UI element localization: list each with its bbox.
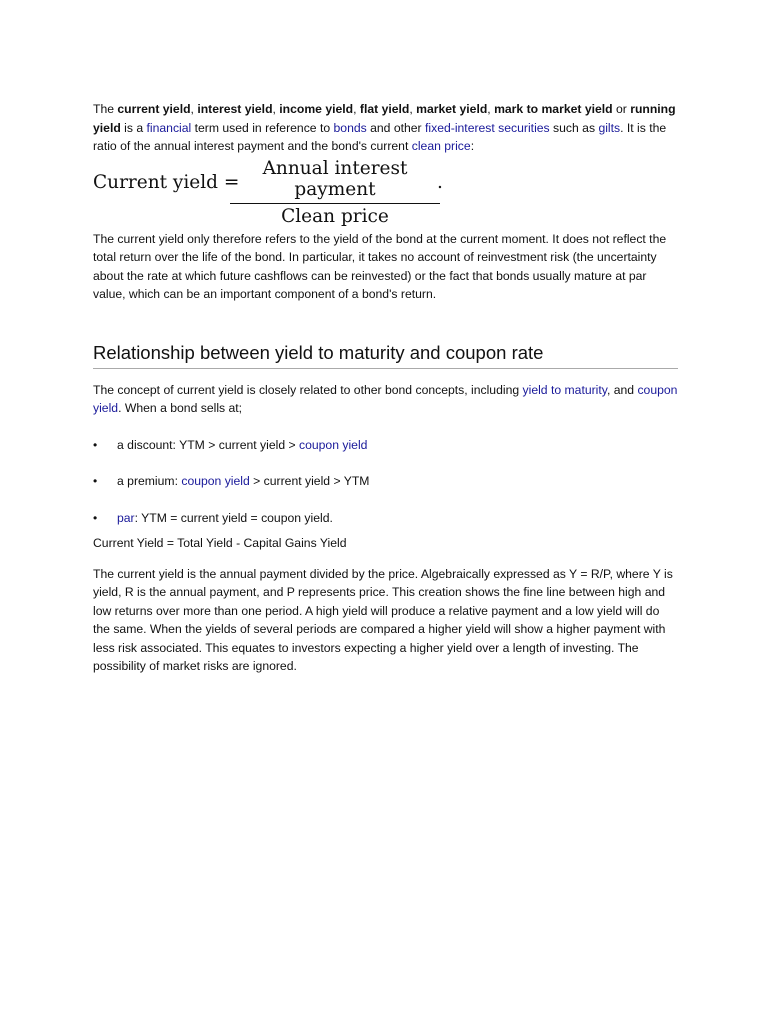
bullet-icon: • <box>93 510 98 525</box>
text: : YTM = current yield = coupon yield. <box>134 510 333 525</box>
text: is a <box>120 120 147 135</box>
capital-gains-line: Current Yield = Total Yield - Capital Gains Yield <box>93 536 347 550</box>
text: , <box>487 102 495 116</box>
bullet-icon: • <box>93 437 98 452</box>
text: term used in reference to <box>191 120 334 135</box>
algebra-paragraph: The current yield is the annual payment divided by the price. Algebraically expressed as Y = R/P, where Y is yield, R is the annual payment, and P represents price. This creation shows the fine line between high and low returns over more than one period. A high yield will produce a relative payment and a low yield will do the same. When the yields of several periods are compared a higher yield will show a higher payment with less risk associated. This equates to investors expecting a higher yield over a length of investing. The possibility of market risks are ignored. <box>93 566 673 673</box>
link-bonds[interactable]: bonds <box>333 120 367 135</box>
intro-paragraph <box>93 100 678 156</box>
term-bold: mark to market yield <box>494 102 613 116</box>
term-bold: interest yield <box>197 102 273 116</box>
text: , <box>409 102 417 116</box>
term-bold: market yield <box>416 102 488 116</box>
article-body <box>93 100 678 676</box>
current-moment-paragraph: The current yield only therefore refers to the yield of the bond at the current moment. It does not reflect the total return over the life of the bond. In particular, it takes no account of reinvestment risk (the uncertainty about the rate at which future cashflows can be reinvested) or the fact that bonds usually mature at par value, which can be an important component of a bond's return. <box>93 231 667 301</box>
formula-period: . <box>437 171 443 193</box>
list-item <box>93 472 678 491</box>
link-fixed-interest-securities[interactable]: fixed-interest securities <box>425 120 550 135</box>
fraction-bar <box>230 203 440 204</box>
formula-fraction <box>230 158 440 227</box>
term-bold: flat yield <box>359 102 410 116</box>
section-heading: Relationship between yield to maturity and coupon rate <box>93 342 678 369</box>
concept-paragraph <box>93 381 678 418</box>
bond-price-list <box>93 436 678 528</box>
term-bold: income yield <box>279 102 354 116</box>
text: . It is the ratio of the annual interest payment and the bond's current <box>93 120 667 153</box>
text: The concept of current yield is closely related to other bond concepts, including <box>93 382 523 397</box>
term-bold: current yield <box>117 102 191 116</box>
link-coupon-yield[interactable]: coupon yield <box>181 474 250 488</box>
formula-lhs: Current yield = <box>93 171 240 193</box>
link-financial[interactable]: financial <box>146 120 192 135</box>
link-clean-price[interactable]: clean price <box>411 139 471 153</box>
current-yield-formula <box>93 157 678 227</box>
link-yield-to-maturity[interactable]: yield to maturity <box>522 382 607 397</box>
text: a discount: YTM > current yield > <box>117 437 299 452</box>
text: . When a bond sells at; <box>118 401 243 415</box>
list-item <box>93 509 678 528</box>
text: and other <box>366 120 426 135</box>
link-gilts[interactable]: gilts <box>598 120 621 135</box>
formula-denominator: Clean price <box>281 205 389 227</box>
text: > current yield > YTM <box>249 474 370 488</box>
link-coupon-yield[interactable]: coupon yield <box>299 437 368 452</box>
formula-numerator: Annual interest payment <box>262 157 408 200</box>
text: , <box>353 102 360 116</box>
term-bold: running yield <box>93 102 676 135</box>
text: such as <box>549 120 599 135</box>
list-item <box>93 436 678 455</box>
text: The <box>93 102 118 116</box>
text: : <box>470 139 475 153</box>
link-coupon-yield[interactable]: coupon yield <box>93 382 678 415</box>
bullet-icon: • <box>93 474 98 488</box>
text: , <box>272 102 280 116</box>
text: , <box>190 102 198 116</box>
text: a premium: <box>117 474 182 488</box>
text: or <box>612 102 631 116</box>
text: , and <box>606 382 638 397</box>
link-par[interactable]: par <box>117 510 135 525</box>
